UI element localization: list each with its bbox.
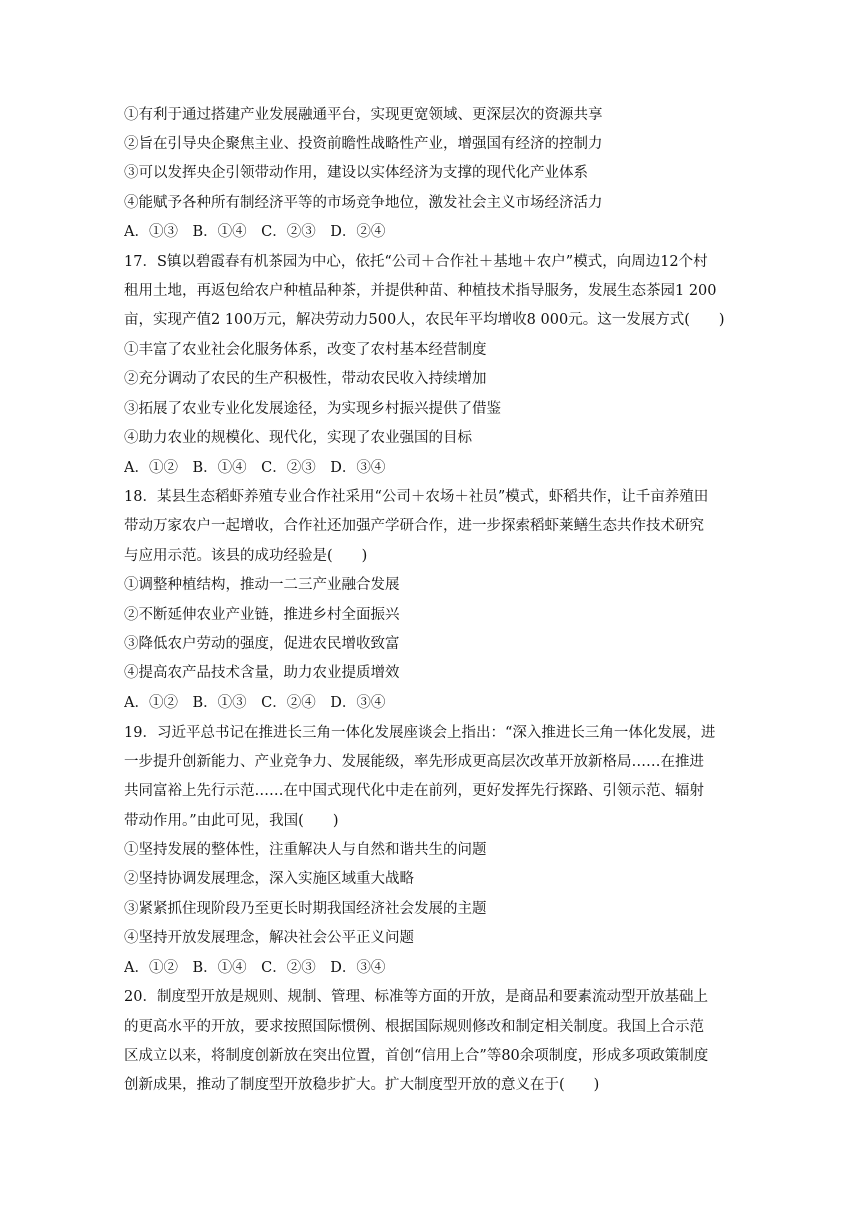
q17-answer-choices: A．①② B．①④ C．②③ D．③④ <box>124 460 386 476</box>
q19-option-2: ②坚持协调发展理念，深入实施区域重大战略 <box>124 871 414 887</box>
q18-option-2: ②不断延伸农业产业链，推进乡村全面振兴 <box>124 607 400 623</box>
q17-option-4: ④助力农业的规模化、现代化，实现了农业强国的目标 <box>124 430 472 446</box>
q20-stem-line-2: 的更高水平的开放，要求按照国际惯例、根据国际规则修改和制定相关制度。我国上合示范 <box>124 1019 704 1035</box>
q18-stem-line-3: 与应用示范。该县的成功经验是( ) <box>124 548 368 564</box>
q16-option-4: ④能赋予各种所有制经济平等的市场竞争地位，激发社会主义市场经济活力 <box>124 195 603 211</box>
q19-option-1: ①坚持发展的整体性，注重解决人与自然和谐共生的问题 <box>124 842 487 858</box>
q20-stem-line-1: 20．制度型开放是规则、规制、管理、标准等方面的开放，是商品和要素流动型开放基础上 <box>124 989 708 1005</box>
q19-stem-line-3: 共同富裕上先行示范……在中国式现代化中走在前列，更好发挥先行探路、引领示范、辐射 <box>124 783 704 799</box>
q18-answer-choices: A．①② B．①③ C．②④ D．③④ <box>124 695 386 711</box>
q19-stem-line-2: 一步提升创新能力、产业竞争力、发展能级，率先形成更高层次改革开放新格局……在推进 <box>124 754 704 770</box>
q16-answer-choices: A．①③ B．①④ C．②③ D．②④ <box>124 224 386 240</box>
q17-option-2: ②充分调动了农民的生产积极性，带动农民收入持续增加 <box>124 371 487 387</box>
q18-stem-line-1: 18．某县生态稻虾养殖专业合作社采用“公司＋农场＋社员”模式，虾稻共作，让千亩养殖田 <box>124 489 709 505</box>
q18-option-4: ④提高农产品技术含量，助力农业提质增效 <box>124 665 400 681</box>
q17-stem-line-2: 租用土地，再返包给农户种植品种茶，并提供种苗、种植技术指导服务，发展生态茶园1 200 <box>124 283 717 299</box>
q18-option-3: ③降低农户劳动的强度，促进农民增收致富 <box>124 636 400 652</box>
q19-answer-choices: A．①② B．①④ C．②③ D．③④ <box>124 960 386 976</box>
q19-stem-line-4: 带动作用。”由此可见，我国( ) <box>124 813 339 829</box>
q16-option-1: ①有利于通过搭建产业发展融通平台，实现更宽领域、更深层次的资源共享 <box>124 107 603 123</box>
q16-option-2: ②旨在引导央企聚焦主业、投资前瞻性战略性产业，增强国有经济的控制力 <box>124 136 603 152</box>
q18-stem-line-2: 带动万家农户一起增收，合作社还加强产学研合作，进一步探索稻虾莱鳝生态共作技术研究 <box>124 518 704 534</box>
q17-stem-line-1: 17．S镇以碧霞春有机茶园为中心，依托“公司＋合作社＋基地＋农户”模式，向周边12个村 <box>124 254 708 270</box>
q16-option-3: ③可以发挥央企引领带动作用，建设以实体经济为支撑的现代化产业体系 <box>124 165 588 181</box>
q17-stem-line-3: 亩，实现产值2 100万元，解决劳动力500人，农民年平均增收8 000元。这一发展方式( ) <box>124 312 725 328</box>
q19-option-3: ③紧紧抓住现阶段乃至更长时期我国经济社会发展的主题 <box>124 901 487 917</box>
q20-stem-line-3: 区成立以来，将制度创新放在突出位置，首创“信用上合”等80余项制度，形成多项政策制度 <box>124 1048 709 1064</box>
q19-option-4: ④坚持开放发展理念，解决社会公平正义问题 <box>124 930 414 946</box>
q20-stem-line-4: 创新成果，推动了制度型开放稳步扩大。扩大制度型开放的意义在于( ) <box>124 1077 600 1093</box>
q18-option-1: ①调整种植结构，推动一二三产业融合发展 <box>124 577 400 593</box>
q17-option-1: ①丰富了农业社会化服务体系，改变了农村基本经营制度 <box>124 342 487 358</box>
q17-option-3: ③拓展了农业专业化发展途径，为实现乡村振兴提供了借鉴 <box>124 401 501 417</box>
q19-stem-line-1: 19．习近平总书记在推进长三角一体化发展座谈会上指出：“深入推进长三角一体化发展，进 <box>124 725 716 741</box>
